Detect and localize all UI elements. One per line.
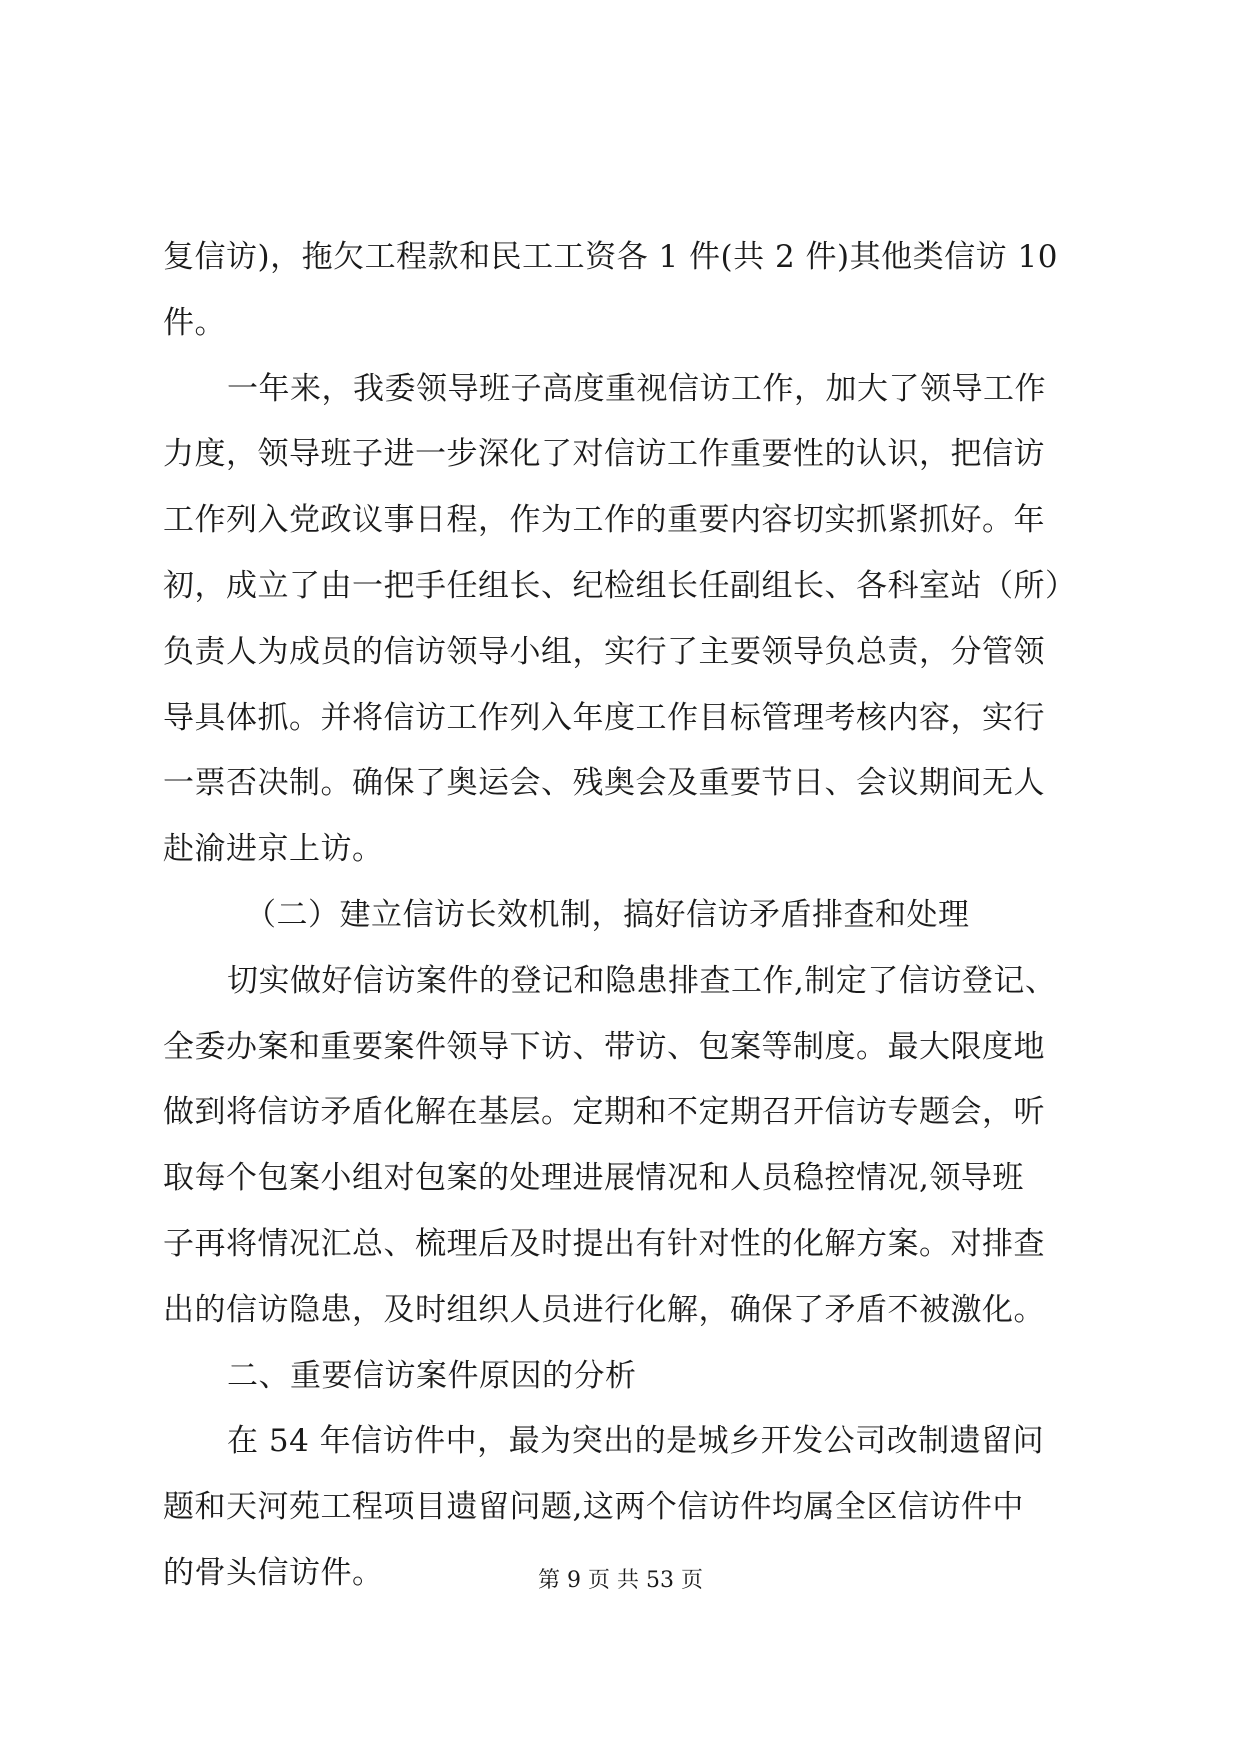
text-line: 的骨头信访件。 (163, 1554, 384, 1591)
text-line: 复信访)，拖欠工程款和民工工资各 1 件(共 2 件)其他类信访 10 (163, 239, 1058, 275)
text-line: 题和天河苑工程项目遗留问题,这两个信访件均属全区信访件中 (163, 1489, 1024, 1526)
text-line: 做到将信访矛盾化解在基层。定期和不定期召开信访专题会，听 (163, 1094, 1045, 1131)
text-line: 导具体抓。并将信访工作列入年度工作目标管理考核内容，实行 (163, 699, 1045, 736)
page-number-footer: 第 9 页 共 53 页 (538, 1568, 703, 1593)
text-line: 初，成立了由一把手任组长、纪检组长任副组长、各科室站（所） (163, 567, 1077, 604)
text-line: 一票否决制。确保了奥运会、残奥会及重要节日、会议期间无人 (163, 765, 1045, 802)
paragraph-start: 在 54 年信访件中，最为突出的是城乡开发公司改制遗留问 (227, 1423, 1045, 1460)
text-line: 全委办案和重要案件领导下访、带访、包案等制度。最大限度地 (163, 1028, 1045, 1065)
text-line: 力度，领导班子进一步深化了对信访工作重要性的认识，把信访 (163, 436, 1045, 473)
text-line: 工作列入党政议事日程，作为工作的重要内容切实抓紧抓好。年 (163, 502, 1045, 539)
section-heading: 二、重要信访案件原因的分析 (227, 1357, 637, 1394)
text-line: 负责人为成员的信访领导小组，实行了主要领导负总责，分管领 (163, 633, 1045, 670)
body-text (163, 225, 1083, 1607)
text-line: 赴渝进京上访。 (163, 831, 384, 868)
text-line: 取每个包案小组对包案的处理进展情况和人员稳控情况,领导班 (163, 1160, 1024, 1197)
section-subheading: （二）建立信访长效机制，搞好信访矛盾排查和处理 (245, 896, 970, 933)
text-line: 出的信访隐患，及时组织人员进行化解，确保了矛盾不被激化。 (163, 1291, 1045, 1328)
text-line: 子再将情况汇总、梳理后及时提出有针对性的化解方案。对排查 (163, 1225, 1045, 1262)
text-line: 件。 (163, 304, 226, 341)
paragraph-start: 一年来，我委领导班子高度重视信访工作，加大了领导工作 (227, 370, 1046, 407)
paragraph-start: 切实做好信访案件的登记和隐患排查工作,制定了信访登记、 (227, 962, 1057, 999)
